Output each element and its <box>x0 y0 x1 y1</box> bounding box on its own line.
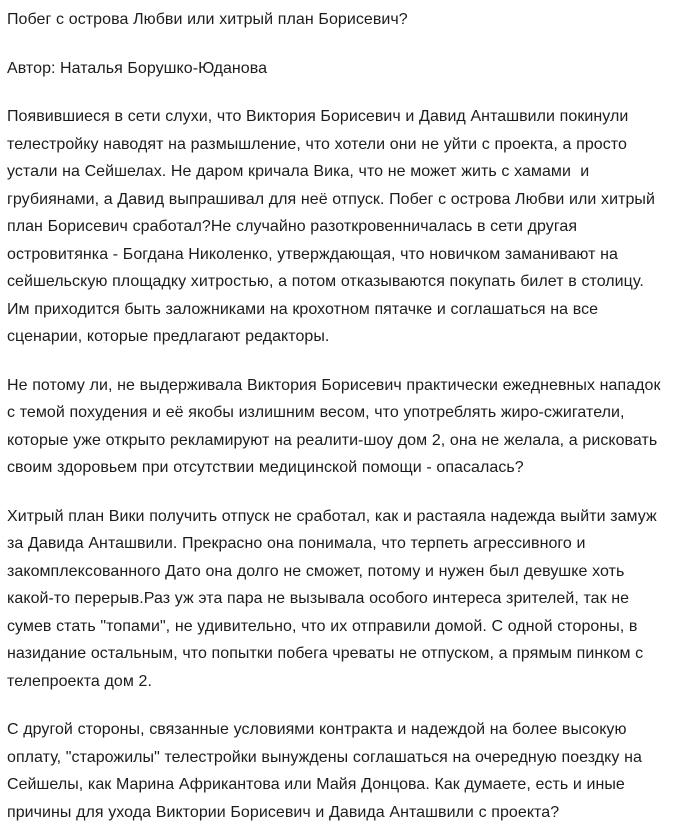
article-body <box>7 6 670 826</box>
article-byline: Автор: Наталья Борушко-Юданова <box>7 59 268 77</box>
article-paragraph-3: Хитрый план Вики получить отпуск не сработал, как и растаяла надежда выйти замуж за Давида Анташвили. Прекрасно она понимала, что терпеть агрессивного и закомплексованного Дато она долго не сможет, потому и нужен был девушке хоть какой-то перерыв.Раз уж эта пара не вызывала особого интереса зрителей, так не сумев стать "топами", не удивительно, что их отправили домой. С одной стороны, в назидание остальным, что попытки побега чреваты не отпуском, а прямым пинком с телепроекта дом 2. <box>7 507 662 690</box>
article-paragraph-4: С другой стороны, связанные условиями контракта и надеждой на более высокую оплату, "старожилы" телестройки вынуждены соглашаться на очередную поездку на Сейшелы, как Марина Африкантова или Майя Донцова. Как думаете, есть и иные причины для ухода Виктории Борисевич и Давида Анташвили с проекта? <box>7 721 647 821</box>
article-paragraph-1: Появившиеся в сети слухи, что Виктория Борисевич и Давид Анташвили покинули телестройку наводят на размышление, что хотели они не уйти с проекта, а просто устали на Сейшелах. Не даром кричала Вика, что не может жить с хамами и грубиянами, а Давид выпрашивал для неё отпуск. Побег с острова Любви или хитрый план Борисевич сработал?Не случайно разоткровенничалась в сети другая островитянка - Богдана Николенко, утверждающая, что новичком заманивают на сейшельскую площадку хитростью, а потом отказываются покупать билет в столицу. Им приходится быть заложниками на крохотном пятачке и соглашаться на все сценарии, которые предлагают редакторы. <box>7 108 660 345</box>
article-paragraph-2: Не потому ли, не выдерживала Виктория Борисевич практически ежедневных нападок с темой похудения и её якобы излишним весом, что употреблять жиро-сжигатели, которые уже открыто рекламируют на реалити-шоу дом 2, она не желала, а рисковать своим здоровьем при отсутствии медицинской помощи - опасалась? <box>7 376 666 476</box>
article-title: Побег с острова Любви или хитрый план Борисевич? <box>7 11 408 28</box>
